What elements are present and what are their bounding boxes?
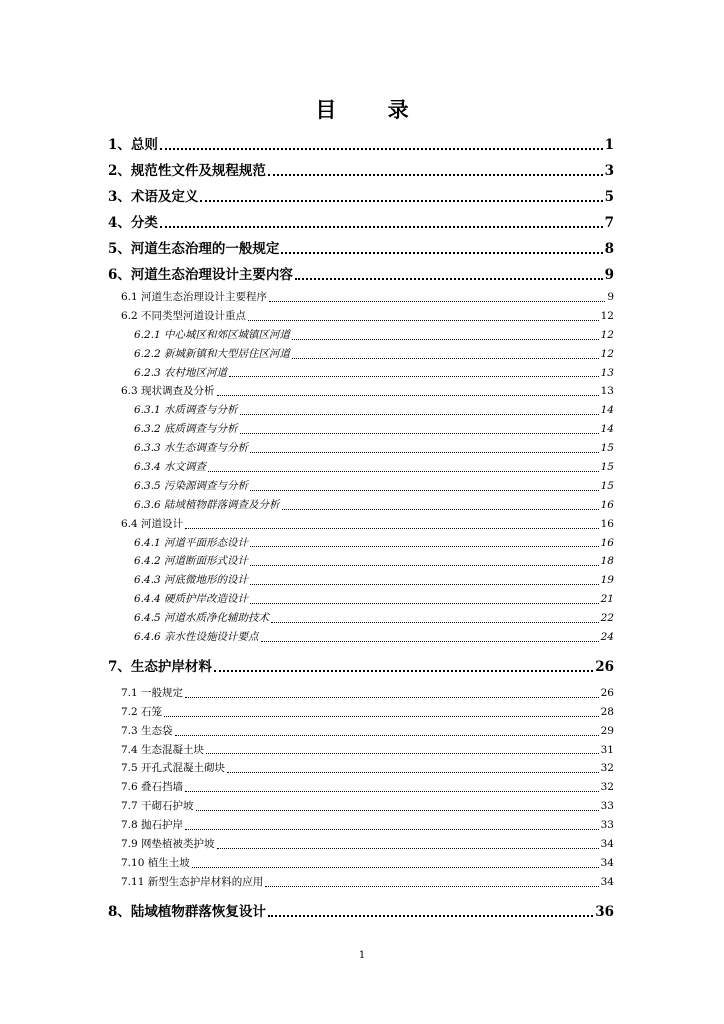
toc-entry-page: 12 [600, 347, 614, 360]
dot-leader [175, 734, 599, 736]
toc-entry-page: 9 [607, 290, 614, 303]
toc-entry[interactable] [108, 210, 614, 236]
toc-entry-page: 16 [600, 536, 614, 549]
dot-leader [250, 451, 599, 453]
toc-entry-page: 32 [600, 762, 614, 775]
toc-entry[interactable] [108, 307, 614, 326]
dot-leader [292, 357, 599, 359]
dot-leader [250, 489, 599, 491]
toc-entry-label: 3、术语及定义 [108, 189, 199, 205]
toc-entry-label: 6.4.1 河道平面形态设计 [134, 536, 249, 549]
toc-entry-label: 7.5 开孔式混凝土砌块 [121, 762, 226, 775]
toc-entry-label: 6.4.2 河道断面形式设计 [134, 555, 249, 568]
dot-leader [282, 508, 599, 510]
toc-entry-page: 26 [595, 658, 614, 675]
dot-leader [217, 394, 599, 396]
toc-entry-page: 34 [600, 875, 614, 888]
toc-entry-page: 15 [600, 442, 614, 455]
dot-leader [229, 375, 599, 377]
dot-leader [185, 828, 599, 830]
toc-entry-page: 13 [600, 385, 614, 398]
toc-entry-page: 16 [600, 517, 614, 530]
toc-entry-page: 34 [600, 838, 614, 851]
toc-entry[interactable] [108, 236, 614, 262]
dot-leader [200, 199, 602, 202]
toc-entry[interactable] [108, 835, 614, 854]
toc-entry-page: 31 [600, 743, 614, 756]
toc-entry-page: 33 [600, 819, 614, 832]
toc-entry[interactable] [108, 382, 614, 401]
toc-entry-page: 9 [604, 267, 614, 283]
toc-entry-label: 6.4.6 亲水性设施设计要点 [134, 631, 259, 644]
toc-entry-page: 16 [600, 498, 614, 511]
dot-leader [192, 866, 599, 868]
toc-entry[interactable] [108, 345, 614, 364]
toc-entry-page: 13 [600, 366, 614, 379]
dot-leader [250, 545, 599, 547]
toc-entry-label: 7.11 新型生态护岸材料的应用 [121, 875, 264, 888]
toc-entry-page: 36 [595, 903, 614, 920]
toc-entry-page: 32 [600, 781, 614, 794]
toc-entry[interactable] [108, 759, 614, 778]
toc-entry[interactable] [108, 158, 614, 184]
toc-entry-label: 6.4.3 河底微地形的设计 [134, 574, 249, 587]
dot-leader [208, 470, 599, 472]
dot-leader [196, 809, 599, 811]
toc-entry[interactable] [108, 132, 614, 158]
toc-entry-page: 12 [600, 328, 614, 341]
toc-entry-label: 6.3.2 底质调查与分析 [134, 423, 238, 436]
toc-entry[interactable] [108, 552, 614, 571]
dot-leader [250, 602, 599, 604]
toc-entry-page: 12 [600, 309, 614, 322]
toc-entry-label: 6.3 现状调查及分析 [121, 385, 215, 398]
toc-entry-page: 33 [600, 800, 614, 813]
dot-leader [265, 885, 598, 887]
toc-entry-label: 4、分类 [108, 215, 158, 231]
toc-entry-page: 29 [600, 724, 614, 737]
toc-entry-label: 6.3.3 水生态调查与分析 [134, 442, 249, 455]
toc-entry[interactable] [108, 439, 614, 458]
toc-entry-label: 6.1 河道生态治理设计主要程序 [121, 290, 268, 303]
toc-entry[interactable] [108, 654, 614, 680]
toc-entry[interactable] [108, 684, 614, 703]
toc-entry-label: 6.2.1 中心城区和郊区城镇区河道 [134, 328, 291, 341]
toc-entry-label: 7.2 石笼 [121, 705, 163, 718]
toc-entry[interactable] [108, 420, 614, 439]
dot-leader [271, 621, 599, 623]
toc-entry-page: 26 [600, 686, 614, 699]
toc-entry-page: 15 [600, 479, 614, 492]
table-of-contents [108, 132, 614, 925]
toc-entry-label: 6.3.5 污染源调查与分析 [134, 479, 249, 492]
toc-entry-label: 7.1 一般规定 [121, 686, 184, 699]
dot-leader [160, 147, 603, 150]
toc-entry[interactable] [108, 496, 614, 515]
toc-entry-page: 14 [600, 423, 614, 436]
dot-leader [240, 413, 599, 415]
toc-entry[interactable] [108, 364, 614, 383]
toc-entry-label: 6.4 河道设计 [121, 517, 184, 530]
dot-leader [240, 432, 599, 434]
dot-leader [185, 696, 599, 698]
dot-leader [250, 564, 599, 566]
toc-entry-label: 7.8 抛石护岸 [121, 819, 184, 832]
toc-entry-page: 22 [600, 612, 614, 625]
dot-leader [281, 251, 602, 254]
toc-entry[interactable] [108, 571, 614, 590]
toc-entry-page: 1 [604, 137, 614, 153]
toc-entry-label: 6.2.2 新城新镇和大型居住区河道 [134, 347, 291, 360]
dot-leader [217, 847, 599, 849]
dot-leader [268, 173, 603, 176]
toc-entry-page: 15 [600, 461, 614, 473]
toc-entry-label: 6.3.4 水文调查 [134, 461, 207, 473]
dot-leader [292, 338, 599, 340]
toc-entry-label: 6.2.3 农村地区河道 [134, 366, 228, 379]
toc-entry[interactable] [108, 458, 614, 477]
toc-entry-label: 6.3.6 陆域植物群落调查及分析 [134, 498, 280, 511]
toc-entry[interactable] [108, 628, 614, 647]
toc-entry-page: 7 [604, 215, 614, 231]
dot-leader [269, 300, 605, 302]
toc-entry-page: 19 [600, 574, 614, 587]
toc-entry[interactable] [108, 326, 614, 345]
toc-entry-label: 2、规范性文件及规程规范 [108, 163, 266, 179]
toc-entry[interactable] [108, 797, 614, 816]
toc-entry[interactable] [108, 703, 614, 722]
toc-entry-label: 7.7 干砌石护坡 [121, 800, 194, 813]
dot-leader [268, 914, 593, 917]
toc-entry-label: 6.3.1 水质调查与分析 [134, 404, 238, 417]
toc-entry-label: 7.10 植生土坡 [121, 856, 190, 869]
toc-entry[interactable] [108, 515, 614, 534]
toc-entry[interactable] [108, 534, 614, 553]
dot-leader [185, 790, 599, 792]
toc-entry-page: 28 [600, 705, 614, 718]
page-title: 目 录 [315, 97, 431, 122]
toc-entry-page: 8 [604, 241, 614, 257]
toc-entry[interactable] [108, 288, 614, 307]
toc-entry-label: 7.6 叠石挡墙 [121, 781, 184, 794]
toc-entry-label: 6.2 不同类型河道设计重点 [121, 309, 247, 322]
toc-entry-page: 5 [604, 189, 614, 205]
toc-entry-label: 7、生态护岸材料 [108, 658, 212, 675]
toc-entry-page: 18 [600, 555, 614, 568]
toc-entry[interactable] [108, 722, 614, 741]
toc-entry-label: 6、河道生态治理设计主要内容 [108, 267, 293, 283]
toc-entry[interactable] [108, 609, 614, 628]
dot-leader [160, 225, 603, 228]
toc-entry[interactable] [108, 401, 614, 420]
dot-leader [248, 319, 599, 321]
dot-leader [227, 771, 599, 773]
dot-leader [250, 583, 599, 585]
toc-entry-label: 7.3 生态袋 [121, 724, 173, 737]
toc-entry-label: 7.9 网垫植被类护坡 [121, 838, 215, 851]
toc-entry-page: 24 [600, 631, 614, 644]
dot-leader [261, 640, 599, 642]
toc-entry-page: 14 [600, 404, 614, 417]
toc-entry[interactable] [108, 873, 614, 892]
toc-entry[interactable] [108, 184, 614, 210]
toc-entry[interactable] [108, 899, 614, 925]
toc-entry-label: 6.4.5 河道水质净化辅助技术 [134, 612, 270, 625]
toc-entry-page: 34 [600, 856, 614, 869]
toc-entry[interactable] [108, 816, 614, 835]
toc-entry-page: 21 [600, 593, 614, 606]
dot-leader [164, 715, 599, 717]
toc-entry-label: 5、河道生态治理的一般规定 [108, 241, 280, 257]
dot-leader [214, 669, 593, 672]
dot-leader [185, 527, 599, 529]
page-number: 1 [358, 950, 366, 961]
toc-entry[interactable] [108, 854, 614, 873]
toc-entry-label: 1、总则 [108, 137, 158, 153]
toc-entry[interactable] [108, 262, 614, 288]
toc-entry-label: 6.4.4 硬质护岸改造设计 [134, 593, 249, 606]
toc-entry[interactable] [108, 778, 614, 797]
dot-leader [206, 752, 599, 754]
toc-entry-page: 3 [604, 163, 614, 179]
toc-entry[interactable] [108, 477, 614, 496]
toc-entry-label: 8、陆域植物群落恢复设计 [108, 903, 266, 920]
dot-leader [295, 277, 603, 280]
toc-entry[interactable] [108, 741, 614, 760]
toc-entry-label: 7.4 生态混凝土块 [121, 743, 205, 756]
toc-entry[interactable] [108, 590, 614, 609]
